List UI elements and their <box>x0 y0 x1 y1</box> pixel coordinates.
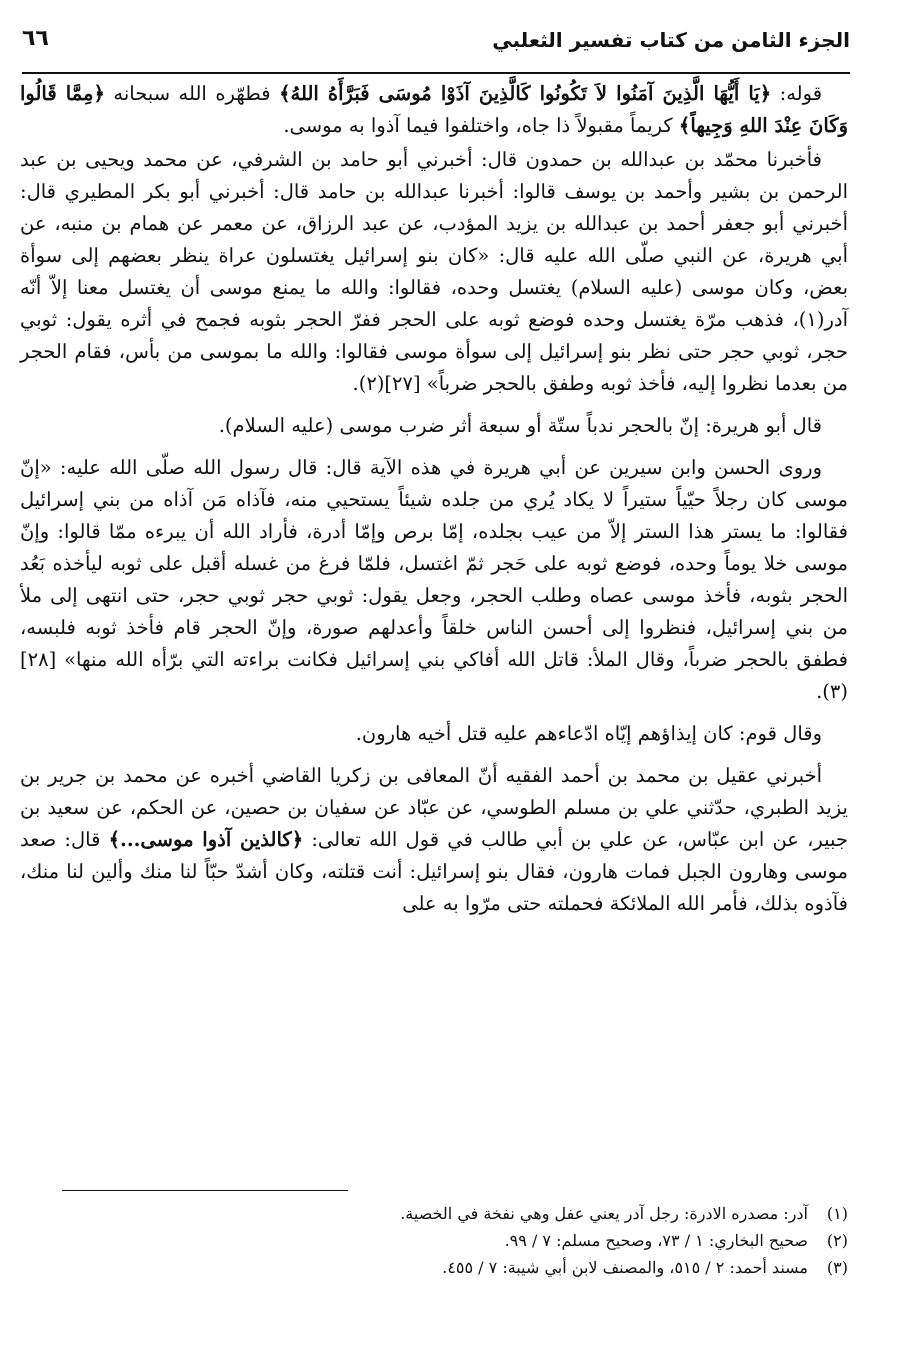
paragraph-5: وقال قوم: كان إيذاؤهم إيّاه ادّعاءهم عليه قتل أخيه هارون. <box>355 722 822 745</box>
footnote-number: (١) <box>826 1204 848 1223</box>
footnotes <box>20 1200 848 1281</box>
quran-quote: ﴿مِمَّا قَالُوا وَكَانَ عِنْدَ اللهِ وَجِيهاً﴾ <box>20 82 848 137</box>
footnote-text: صحيح البخاري: ١ / ٧٣، وصحيح مسلم: ٧ / ٩٩. <box>504 1231 808 1250</box>
page-number: ٦٦ <box>22 26 49 51</box>
footnote-3 <box>20 1254 848 1281</box>
paragraph-6 <box>20 760 848 920</box>
footnote-number: (٢) <box>826 1231 848 1250</box>
footnote-number: (٣) <box>826 1258 848 1277</box>
paragraph-1 <box>20 78 848 142</box>
footnote-text: آدر: مصدره الادرة: رجل آدر يعني عفل وهي نفخة في الخصية. <box>400 1204 808 1223</box>
paragraph-1-intro: قوله: <box>771 82 823 105</box>
paragraph-6-intro: أخبرني عقيل بن محمد بن أحمد الفقيه أنّ المعافى بن زكريا القاضي أخبره عن محمد بن جرير بن يزيد الطبري، حدّثني علي بن مسلم الطوسي، عن عبّاد عن سفيان بن حصين، عن الحكم، عن سعيد بن جبير، عن ابن عبّاس، عن علي بن أبي طالب في قول الله تعالى: <box>20 764 848 851</box>
paragraph-1-end: كريماً مقبولاً ذا جاه، واختلفوا فيما آذوا به موسى. <box>283 114 679 137</box>
paragraph-6-end: قال: صعد موسى وهارون الجبل فمات هارون، فقال بنو إسرائيل: أنت قتلته، وكان أشدّ حبّاً لنا منك وألين لنا منك، فآذوه بذلك، فأمر الله الملائكة فحملته حتى مرّوا به على <box>20 828 848 915</box>
footnote-text: مسند أحمد: ٢ / ٥١٥، والمصنف لابن أبي شيبة: ٧ / ٤٥٥. <box>442 1258 808 1277</box>
header-title: الجزء الثامن من كتاب تفسير الثعلبي <box>492 28 850 52</box>
paragraph-1-middle: فطهّره الله سبحانه <box>104 82 280 105</box>
footnote-divider <box>62 1190 348 1191</box>
quran-quote: ﴿كالذين آذوا موسى...﴾ <box>108 828 304 851</box>
running-header <box>22 22 850 74</box>
footnote-1 <box>20 1200 848 1227</box>
quran-quote: ﴿يَا أَيُّهَا الَّذِينَ آمَنُوا لاَ تَكُونُوا كَالَّذِينَ آذَوْا مُوسَى فَبَرَّأَهُ اللهُ﴾ <box>279 82 772 105</box>
paragraph-3: قال أبو هريرة: إنّ بالحجر ندباً ستّة أو سبعة أثر ضرب موسى (عليه السلام). <box>218 414 822 437</box>
footnote-2 <box>20 1227 848 1254</box>
main-text <box>20 78 848 930</box>
paragraph-2: فأخبرنا محمّد بن عبدالله بن حمدون قال: أخبرني أبو حامد بن الشرفي، عن محمد ويحيى بن عبد الرحمن بن بشير وأحمد بن يوسف قالوا: أخبرنا عبدالله بن حامد قال: أخبرني أبو بكر المطيري قال: أخبرني أبو جعفر أحمد بن عبدالله بن يزيد المؤدب، عن عبد الرزاق، عن معمر عن همام بن منبه، عن أبي هريرة، عن النبي صلّى الله عليه قال: «كان بنو إسرائيل يغتسلون عراة ينظر بعضهم إلى سوأة بعض، وكان موسى (عليه السلام) يغتسل وحده، فقالوا: والله ما يمنع موسى أن يغتسل معنا إلاّ أنّه آدر(١)، فذهب مرّة يغتسل وحده فوضع ثوبه على الحجر ففرّ الحجر بثوبه فجمح في أثره يقول: ثوبي حجر، ثوبي حجر حتى نظر بنو إسرائيل إلى سوأة موسى فقالوا: والله ما بموسى من بأس، فقام الحجر من بعدما نظروا إليه، فأخذ ثوبه وطفق بالحجر ضرباً» [٢٧](٢). <box>20 148 848 395</box>
paragraph-4: وروى الحسن وابن سيرين عن أبي هريرة في هذه الآية قال: قال رسول الله صلّى الله عليه: «إنّ موسى كان رجلاً حيّياً ستيراً لا يكاد يُري من جلده شيئاً يستحيي منه، فآذاه مَن آذاه من بني إسرائيل فقالوا: ما يستر هذا الستر إلاّ من عيب بجلده، إمّا برص وإمّا أدرة، فأراد الله أن يبرءه ممّا قالوا: وإنّ موسى خلا يوماً وحده، فوضع ثوبه على حَجر ثمّ اغتسل، فلمّا فرغ من غسله أقبل على ثوبه ليأخذه بَعُد الحجر بثوبه، فأخذ موسى عصاه وطلب الحجر، وجعل يقول: ثوبي حجر ثوبي حجر، حتى انتهى إلى ملأ من بني إسرائيل، فنظروا إلى أحسن الناس خلقاً وأعدلهم صورة، وإنّ الحجر قام فأخذ ثوبه فلبسه، فطفق بالحجر ضرباً، وقال الملأ: قاتل الله أفاكي بني إسرائيل فكانت براءته التي برّأه الله منها» [٢٨](٣). <box>20 456 848 703</box>
